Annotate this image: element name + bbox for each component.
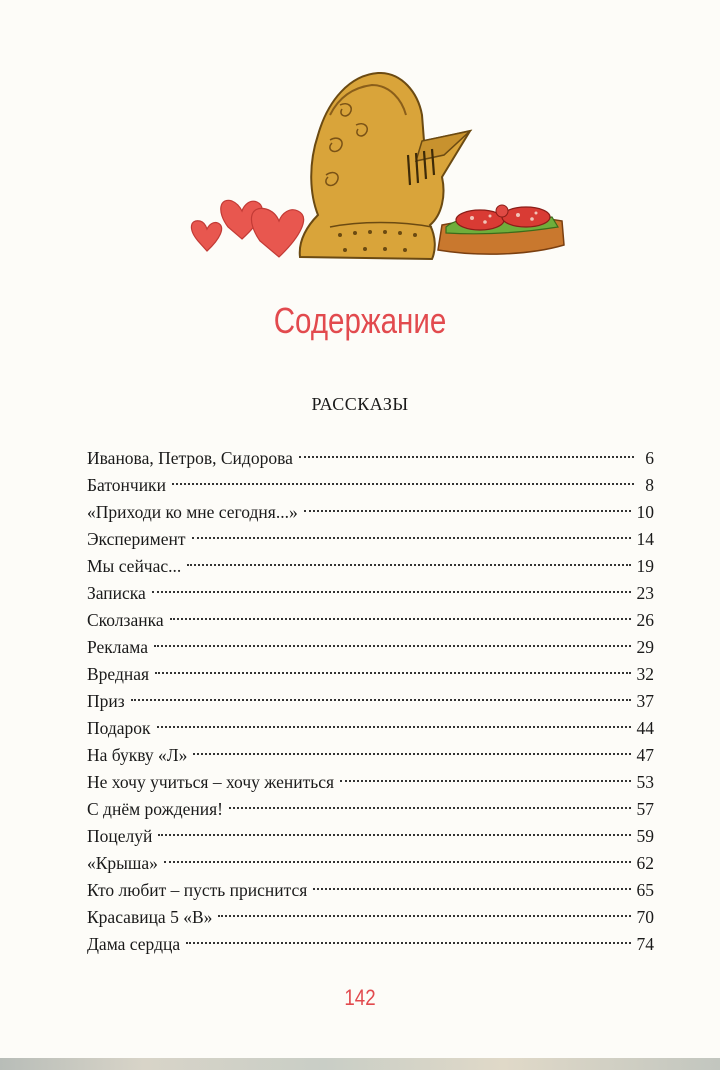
leader-dots bbox=[155, 645, 630, 674]
toc-entry-page: 26 bbox=[636, 610, 654, 630]
toc-entry-page: 23 bbox=[636, 583, 654, 603]
leader-dots bbox=[172, 456, 634, 485]
toc-entry-page: 37 bbox=[636, 691, 654, 711]
toc-entry-title: Записка bbox=[87, 583, 146, 603]
toc-entry-title: На букву «Л» bbox=[87, 745, 188, 765]
section-title: РАССКАЗЫ bbox=[311, 394, 409, 414]
toc-entry-title: С днём рождения! bbox=[87, 799, 223, 819]
toc-entry-title: Иванова, Петров, Сидорова bbox=[87, 448, 293, 468]
toc-entry-page: 70 bbox=[636, 907, 654, 927]
leader-dots bbox=[187, 537, 630, 566]
leader-dots bbox=[164, 834, 631, 863]
toc-entry-page: 44 bbox=[636, 718, 654, 738]
toc-list bbox=[87, 435, 654, 954]
toc-entry-title: Дама сердца bbox=[87, 934, 181, 954]
toc-entry-page: 59 bbox=[636, 826, 654, 846]
toc-entry-title: Реклама bbox=[87, 637, 148, 657]
leader-dots bbox=[152, 564, 631, 593]
leader-dots bbox=[157, 699, 631, 728]
hearts-icon bbox=[191, 200, 303, 257]
leader-dots bbox=[158, 807, 630, 836]
sandwich-icon bbox=[438, 205, 564, 254]
leader-dots bbox=[192, 510, 631, 539]
leader-dots bbox=[299, 429, 634, 458]
leader-dots bbox=[313, 861, 630, 890]
leader-dots bbox=[186, 915, 630, 944]
toc-entry-title: Эксперимент bbox=[87, 529, 186, 549]
page-number: 142 bbox=[344, 985, 376, 1010]
toc-entry-page: 19 bbox=[636, 556, 654, 576]
leader-dots bbox=[154, 618, 631, 647]
toc-entry-title: Вредная bbox=[87, 664, 150, 684]
toc-entry-page: 32 bbox=[636, 664, 654, 684]
toc-entry-title: Сколзанка bbox=[87, 610, 164, 630]
toc-entry-title: Кто любит – пусть приснится bbox=[87, 880, 308, 900]
toc-entry-title: Поцелуй bbox=[87, 826, 153, 846]
toc-entry-page: 8 bbox=[645, 475, 654, 495]
leader-dots bbox=[218, 888, 630, 917]
toc-entry-title: Подарок bbox=[87, 718, 151, 738]
toc-entry-page: 74 bbox=[636, 934, 654, 954]
leader-dots bbox=[170, 591, 631, 620]
leader-dots bbox=[229, 780, 631, 809]
toc-entry-page: 62 bbox=[636, 853, 654, 873]
leader-dots bbox=[304, 483, 631, 512]
toc-entry-page: 65 bbox=[636, 880, 654, 900]
header-illustration bbox=[180, 45, 580, 275]
leader-dots bbox=[131, 672, 631, 701]
leader-dots bbox=[193, 726, 630, 755]
toc-entry-title: Не хочу учиться – хочу жениться bbox=[87, 772, 335, 792]
toc-entry-page: 57 bbox=[636, 799, 654, 819]
page-title: Содержание bbox=[273, 300, 447, 341]
toc-entry-title: Красавица 5 «В» bbox=[87, 907, 213, 927]
toc-entry-title: Мы сейчас... bbox=[87, 556, 182, 576]
scan-edge-strip bbox=[0, 1058, 720, 1070]
toc-entry-title: «Крыша» bbox=[87, 853, 158, 873]
leader-dots bbox=[340, 753, 630, 782]
toc-entry-page: 6 bbox=[645, 448, 654, 468]
toc-entry-page: 47 bbox=[636, 745, 654, 765]
toc-entry-title: Приз bbox=[87, 691, 125, 711]
toc-entry-page: 53 bbox=[636, 772, 654, 792]
toc-entry-title: «Приходи ко мне сегодня...» bbox=[87, 502, 298, 522]
toc-entry-page: 29 bbox=[636, 637, 654, 657]
toc-entry-page: 14 bbox=[636, 529, 654, 549]
toc-entry-title: Батончики bbox=[87, 475, 166, 495]
toc-entry-page: 10 bbox=[636, 502, 654, 522]
